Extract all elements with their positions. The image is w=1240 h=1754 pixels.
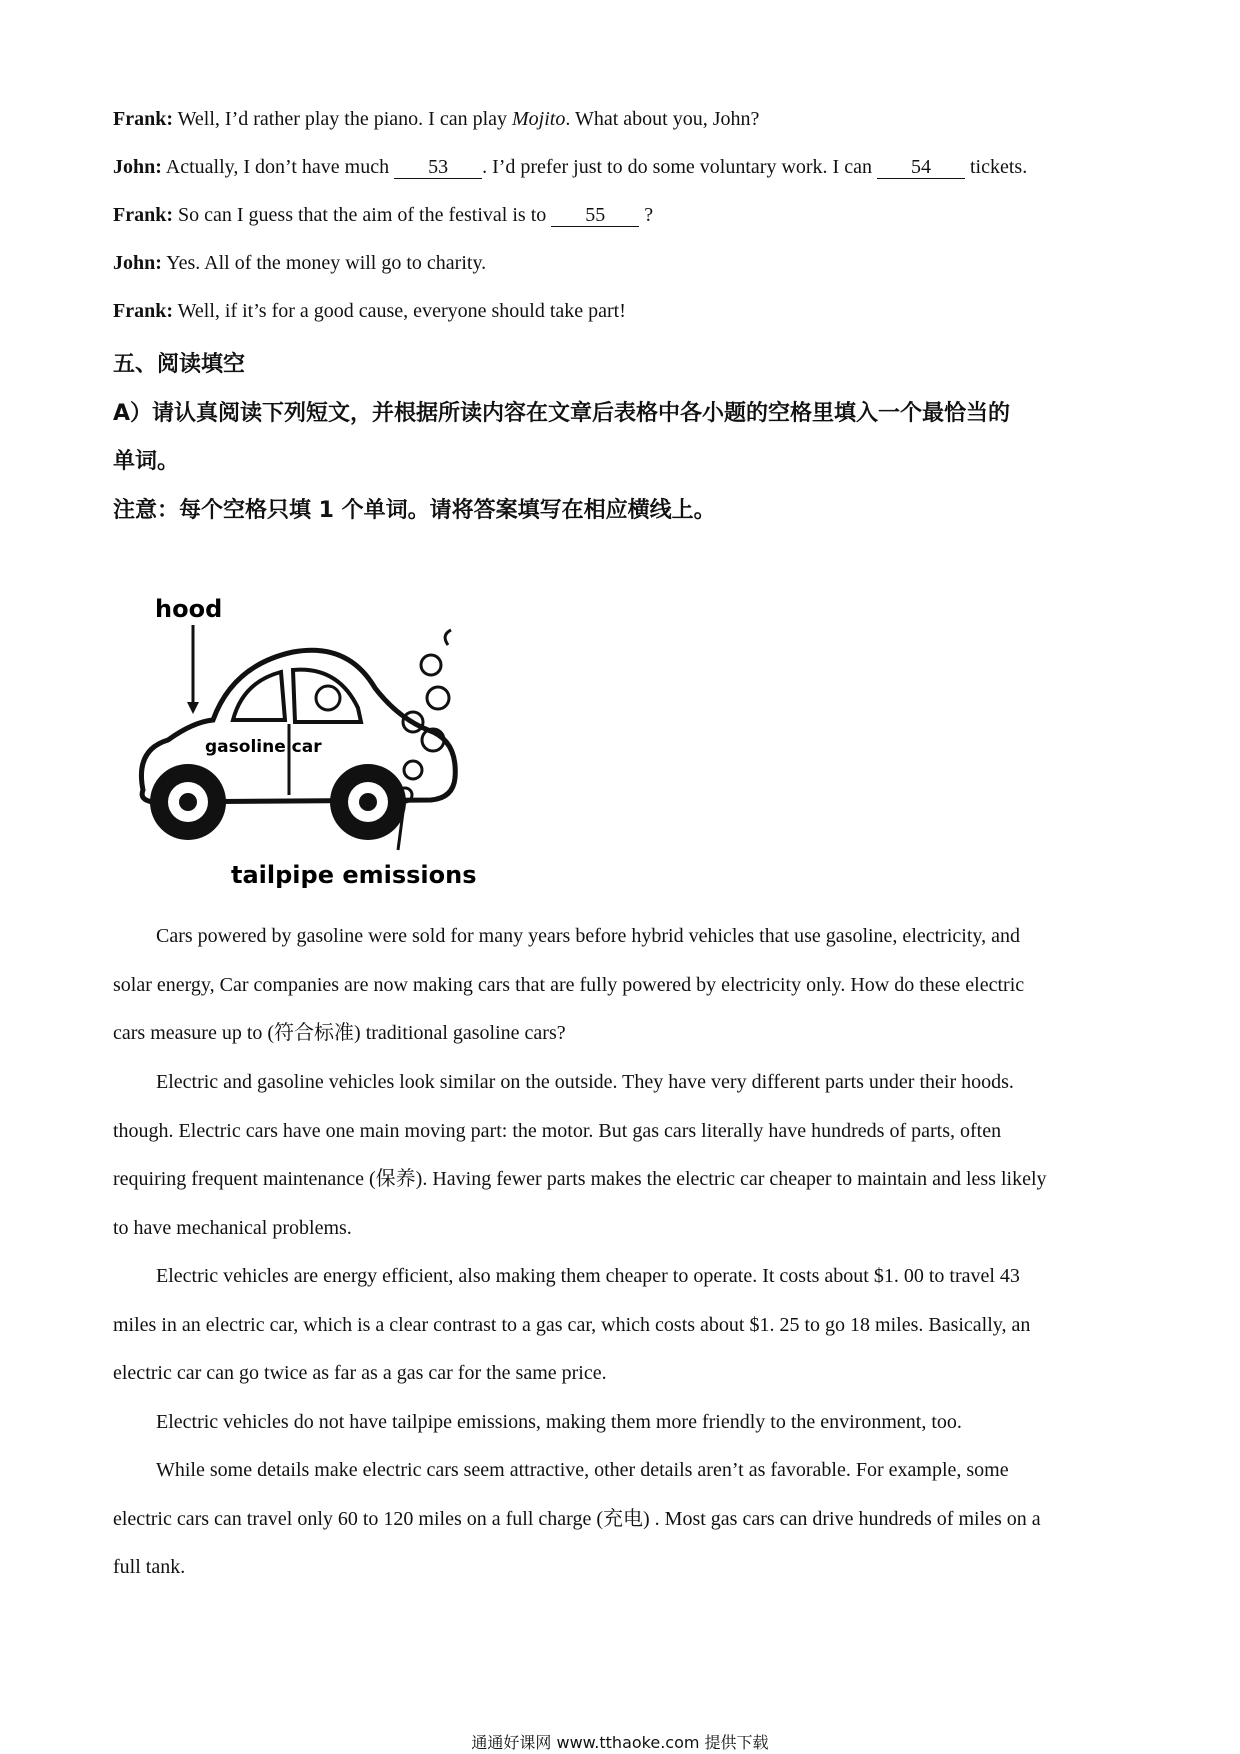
hood-arrowhead: [187, 702, 199, 714]
paragraph-line: requiring frequent maintenance (保养). Having fewer parts makes the electric car cheaper to maintain and less likely: [113, 1168, 1047, 1190]
dialogue-text: Actually, I don’t have much: [161, 156, 395, 178]
passage-paragraph-4: [113, 1398, 1133, 1447]
paragraph-line: Cars powered by gasoline were sold for many years before hybrid vehicles that use gasoline, electricity, and: [156, 925, 1020, 947]
dialogue-line-1: [113, 108, 759, 131]
dialogue-text: Well, I’d rather play the piano. I can play: [173, 108, 513, 130]
speaker-name: Frank:: [113, 108, 173, 130]
exhaust-puff: [445, 630, 451, 645]
song-title: Mojito: [512, 108, 566, 130]
instruction-line-2: 单词。: [113, 449, 180, 474]
paragraph-line: full tank.: [113, 1556, 186, 1578]
emissions-label: tailpipe emissions: [231, 861, 477, 889]
gasoline-car-illustration: [113, 590, 513, 910]
instruction-line-1: A）请认真阅读下列短文，并根据所读内容在文章后表格中各小题的空格里填入一个最恰当的: [113, 401, 1011, 426]
paragraph-line: electric car can go twice as far as a gas car for the same price.: [113, 1362, 607, 1384]
hood-label: hood: [155, 595, 223, 623]
paragraph-line: electric cars can travel only 60 to 120 miles on a full charge (充电) . Most gas cars can drive hundreds of miles on a: [113, 1507, 1041, 1530]
exhaust-puff: [421, 655, 441, 675]
answer-blank-55[interactable]: 55: [551, 204, 639, 227]
dialogue-line-4: [113, 252, 486, 275]
dialogue-text: tickets.: [964, 156, 1028, 178]
paragraph-line: Electric vehicles do not have tailpipe emissions, making them more friendly to the environment, too.: [156, 1411, 962, 1433]
paragraph-line: though. Electric cars have one main moving part: the motor. But gas cars literally have hundreds of parts, often: [113, 1119, 1002, 1142]
paragraph-line: solar energy, Car companies are now making cars that are fully powered by electricity only. How do these electric: [113, 973, 1025, 996]
rear-wheel-hub: [359, 793, 377, 811]
section-title: 五、阅读填空: [113, 352, 246, 377]
speaker-name: Frank:: [113, 204, 173, 226]
dialogue-text: Well, if it’s for a good cause, everyone should take part!: [173, 300, 626, 322]
paragraph-line: to have mechanical problems.: [113, 1216, 352, 1239]
speaker-name: John:: [113, 252, 162, 274]
dialogue-text: ?: [639, 204, 654, 226]
passage-paragraph-2: [113, 1058, 1133, 1252]
paragraph-line: cars measure up to (符合标准) traditional gasoline cars?: [113, 1022, 566, 1044]
dialogue-line-5: [113, 300, 626, 323]
dialogue-text: Yes. All of the money will go to charity.: [161, 252, 487, 274]
dialogue-text: So can I guess that the aim of the festival is to: [173, 204, 552, 226]
passage-paragraph-1: [113, 912, 1133, 1058]
paragraph-line: Electric vehicles are energy efficient, also making them cheaper to operate. It costs about $1. 00 to travel 43: [156, 1265, 1020, 1287]
passage-paragraph-3: [113, 1252, 1133, 1398]
paragraph-line: Electric and gasoline vehicles look similar on the outside. They have very different parts under their hoods.: [156, 1071, 1014, 1093]
answer-blank-53[interactable]: 53: [394, 156, 482, 179]
dialogue-line-2: [113, 156, 1027, 179]
driver-head: [316, 686, 340, 710]
dialogue-text: . I’d prefer just to do some voluntary work. I can: [482, 156, 877, 178]
speaker-name: Frank:: [113, 300, 173, 322]
dialogue-line-3: [113, 204, 653, 227]
paragraph-line: miles in an electric car, which is a clear contrast to a gas car, which costs about $1. 25 to go 18 miles. Basically, an: [113, 1313, 1031, 1336]
speaker-name: John:: [113, 156, 162, 178]
instruction-note: 注意：每个空格只填 1 个单词。请将答案填写在相应横线上。: [113, 498, 716, 523]
exhaust-puff: [427, 687, 449, 709]
answer-blank-54[interactable]: 54: [877, 156, 965, 179]
dialogue-text: . What about you, John?: [565, 108, 760, 130]
passage-paragraph-5: [113, 1446, 1133, 1592]
page-footer[interactable]: 通通好课网 www.tthaoke.com 提供下载: [471, 1733, 769, 1752]
paragraph-line: While some details make electric cars seem attractive, other details aren’t as favorable. For example, some: [156, 1459, 1009, 1481]
car-label: gasoline car: [205, 737, 322, 757]
front-wheel-hub: [179, 793, 197, 811]
